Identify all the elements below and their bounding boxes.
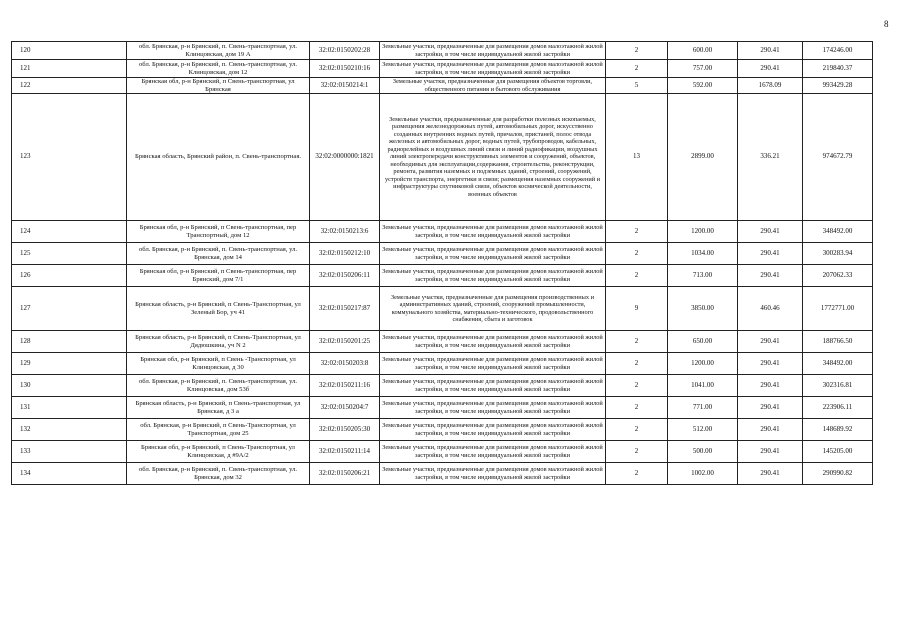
table-row	[12, 42, 873, 60]
specific-value-cell: 290.41	[738, 265, 803, 287]
row-index-cell: 129	[12, 353, 127, 375]
address-cell: Брянская обл, р-н Брянский, п Свень-транспортная, ул Брянская	[127, 78, 310, 94]
table-row	[12, 397, 873, 419]
table-body	[12, 42, 873, 485]
row-index-cell: 123	[12, 94, 127, 221]
land-use-cell: Земельные участки, предназначенные для размещения домов малоэтажной жилой застройки, в том числе индивидуальной жилой застройки	[380, 221, 606, 243]
land-use-cell: Земельные участки, предназначенные для разработки полезных ископаемых, размещения железнодорожных путей, автомобильных дорог, искусственно созданных внутренних водных путей, причалов, пристаней, полос отвода железных и автомобильных дорог, водных путей, трубопроводов, кабельных, радиорелейных и воздушных линий связи и линий радиофикации, воздушных линий электропередачи конструктивных элементов и сооружений, объектов, необходимых для эксплуатации,содержания, строительства, реконструкции, ремонта, развития наземных и подземных зданий, строений, сооружений, устройств транспорта, энергетики и связи; размещения наземных сооружений и инфраструктуры спутниковой связи, объектов космической деятельности, военных объектов	[380, 94, 606, 221]
row-index-cell: 125	[12, 243, 127, 265]
use-code-cell: 2	[606, 42, 668, 60]
land-use-cell: Земельные участки, предназначенные для размещения производственных и административных зданий, строений, сооружений промышленности, коммунального хозяйства, материально-технического, продовольственного снабжения, сбыта и заготовок	[380, 287, 606, 331]
land-use-cell: Земельные участки, предназначенные для размещения объектов торговли, общественного питания и бытового обслуживания	[380, 78, 606, 94]
use-code-cell: 2	[606, 463, 668, 485]
cadastral-value-cell: 302316.81	[803, 375, 873, 397]
row-index-cell: 122	[12, 78, 127, 94]
cadastral-value-cell: 993429.28	[803, 78, 873, 94]
cadastral-number-cell: 32:02:0150214:1	[310, 78, 380, 94]
area-cell: 600.00	[668, 42, 738, 60]
cadastral-value-cell: 174246.00	[803, 42, 873, 60]
address-cell: обл. Брянская, р-н Брянский, п. Свень-транспортная, ул. Клинцовская, дом 19 А	[127, 42, 310, 60]
cadastral-value-cell: 290990.82	[803, 463, 873, 485]
table-row	[12, 94, 873, 221]
address-cell: Брянская обл, р-н Брянский, п Свень-Транспортная, ул Клинцовская, д #9А/2	[127, 441, 310, 463]
land-use-cell: Земельные участки, предназначенные для размещения домов малоэтажной жилой застройки, в том числе индивидуальной жилой застройки	[380, 441, 606, 463]
land-use-cell: Земельные участки, предназначенные для размещения домов малоэтажной жилой застройки, в том числе индивидуальной жилой застройки	[380, 331, 606, 353]
address-cell: Брянская обл, р-н Брянский, п Свень -Транспортная, ул Клинцовская, д 30	[127, 353, 310, 375]
table-row	[12, 331, 873, 353]
cadastral-value-cell: 207062.33	[803, 265, 873, 287]
table-row	[12, 463, 873, 485]
cadastral-value-cell: 148689.92	[803, 419, 873, 441]
row-index-cell: 131	[12, 397, 127, 419]
row-index-cell: 133	[12, 441, 127, 463]
use-code-cell: 2	[606, 441, 668, 463]
use-code-cell: 2	[606, 397, 668, 419]
specific-value-cell: 290.41	[738, 419, 803, 441]
row-index-cell: 120	[12, 42, 127, 60]
land-use-cell: Земельные участки, предназначенные для размещения домов малоэтажной жилой застройки, в том числе индивидуальной жилой застройки	[380, 42, 606, 60]
area-cell: 1200.00	[668, 353, 738, 375]
area-cell: 2899.00	[668, 94, 738, 221]
address-cell: Брянская область, р-н Брянский, п Свень-транспортная, ул Брянская, д 3 а	[127, 397, 310, 419]
use-code-cell: 2	[606, 353, 668, 375]
land-use-cell: Земельные участки, предназначенные для размещения домов малоэтажной жилой застройки, в том числе индивидуальной жилой застройки	[380, 60, 606, 78]
specific-value-cell: 290.41	[738, 243, 803, 265]
specific-value-cell: 460.46	[738, 287, 803, 331]
cadastral-number-cell: 32:02:0150203:8	[310, 353, 380, 375]
cadastral-number-cell: 32:02:0150206:11	[310, 265, 380, 287]
area-cell: 500.00	[668, 441, 738, 463]
use-code-cell: 2	[606, 243, 668, 265]
address-cell: обл. Брянская, р-н Брянский, п. Свень-транспортная, ул. Клинцовская, дом 12	[127, 60, 310, 78]
cadastral-number-cell: 32:02:0150212:10	[310, 243, 380, 265]
specific-value-cell: 290.41	[738, 463, 803, 485]
use-code-cell: 9	[606, 287, 668, 331]
specific-value-cell: 290.41	[738, 441, 803, 463]
row-index-cell: 128	[12, 331, 127, 353]
table-row	[12, 441, 873, 463]
specific-value-cell: 290.41	[738, 42, 803, 60]
address-cell: обл. Брянская, р-н Брянский, п Свень-Транспортная, ул Транспортная, дом 25	[127, 419, 310, 441]
cadastral-value-cell: 1772771.00	[803, 287, 873, 331]
area-cell: 3850.00	[668, 287, 738, 331]
table-row	[12, 60, 873, 78]
land-use-cell: Земельные участки, предназначенные для размещения домов малоэтажной жилой застройки, в том числе индивидуальной жилой застройки	[380, 397, 606, 419]
row-index-cell: 121	[12, 60, 127, 78]
cadastral-number-cell: 32:02:0150204:7	[310, 397, 380, 419]
table-row	[12, 287, 873, 331]
cadastral-value-cell: 300283.94	[803, 243, 873, 265]
cadastral-value-cell: 223906.11	[803, 397, 873, 419]
area-cell: 1002.00	[668, 463, 738, 485]
table-row	[12, 243, 873, 265]
cadastral-value-cell: 188766.50	[803, 331, 873, 353]
land-use-cell: Земельные участки, предназначенные для размещения домов малоэтажной жилой застройки, в том числе индивидуальной жилой застройки	[380, 353, 606, 375]
page-number: 8	[884, 19, 889, 29]
area-cell: 713.00	[668, 265, 738, 287]
cadastral-number-cell: 32:02:0150201:25	[310, 331, 380, 353]
specific-value-cell: 290.41	[738, 375, 803, 397]
address-cell: Брянская область, р-н Брянский, п Свень-Транспортная, ул Зеленый Бор, уч 41	[127, 287, 310, 331]
table-row	[12, 78, 873, 94]
cadastral-number-cell: 32:02:0150217:87	[310, 287, 380, 331]
use-code-cell: 13	[606, 94, 668, 221]
area-cell: 771.00	[668, 397, 738, 419]
cadastral-value-cell: 348492.00	[803, 353, 873, 375]
address-cell: Брянская область, Брянский район, п. Свень-транспортная.	[127, 94, 310, 221]
specific-value-cell: 290.41	[738, 60, 803, 78]
area-cell: 650.00	[668, 331, 738, 353]
cadastral-number-cell: 32:02:0150211:14	[310, 441, 380, 463]
use-code-cell: 2	[606, 265, 668, 287]
use-code-cell: 2	[606, 221, 668, 243]
address-cell: Брянская обл, р-н Брянский, п Свень-транспортная, пер Брянский, дом 7/1	[127, 265, 310, 287]
cadastral-number-cell: 32:02:0150210:16	[310, 60, 380, 78]
area-cell: 1034.00	[668, 243, 738, 265]
address-cell: обл. Брянская, р-н Брянский, п. Свень-транспортная, ул. Брянская, дом 14	[127, 243, 310, 265]
use-code-cell: 2	[606, 60, 668, 78]
use-code-cell: 2	[606, 331, 668, 353]
table-row	[12, 375, 873, 397]
land-use-cell: Земельные участки, предназначенные для размещения домов малоэтажной жилой застройки, в том числе индивидуальной жилой застройки	[380, 375, 606, 397]
cadastral-number-cell: 32:02:0000000:1821	[310, 94, 380, 221]
row-index-cell: 124	[12, 221, 127, 243]
table-row	[12, 353, 873, 375]
row-index-cell: 126	[12, 265, 127, 287]
land-use-cell: Земельные участки, предназначенные для размещения домов малоэтажной жилой застройки, в том числе индивидуальной жилой застройки	[380, 419, 606, 441]
use-code-cell: 5	[606, 78, 668, 94]
land-use-cell: Земельные участки, предназначенные для размещения домов малоэтажной жилой застройки, в том числе индивидуальной жилой застройки	[380, 463, 606, 485]
specific-value-cell: 290.41	[738, 331, 803, 353]
area-cell: 1041.00	[668, 375, 738, 397]
cadastral-number-cell: 32:02:0150205:30	[310, 419, 380, 441]
cadastral-value-cell: 974672.79	[803, 94, 873, 221]
cadastral-value-cell: 348492.00	[803, 221, 873, 243]
land-use-cell: Земельные участки, предназначенные для размещения домов малоэтажной жилой застройки, в том числе индивидуальной жилой застройки	[380, 243, 606, 265]
address-cell: обл. Брянская, р-н Брянский, п. Свень-транспортная, ул. Клинцовская, дом 53б	[127, 375, 310, 397]
table-row	[12, 265, 873, 287]
specific-value-cell: 290.41	[738, 397, 803, 419]
row-index-cell: 134	[12, 463, 127, 485]
address-cell: Брянская обл, р-н Брянский, п Свень-транспортная, пер Транспортный, дом 12	[127, 221, 310, 243]
area-cell: 757.00	[668, 60, 738, 78]
use-code-cell: 2	[606, 375, 668, 397]
cadastral-number-cell: 32:02:0150213:6	[310, 221, 380, 243]
specific-value-cell: 336.21	[738, 94, 803, 221]
table-row	[12, 221, 873, 243]
address-cell: обл. Брянская, р-н Брянский, п. Свень-транспортная, ул. Брянская, дом 32	[127, 463, 310, 485]
cadastral-number-cell: 32:02:0150206:21	[310, 463, 380, 485]
cadastral-value-cell: 145205.00	[803, 441, 873, 463]
area-cell: 592.00	[668, 78, 738, 94]
land-plots-table	[11, 41, 873, 485]
cadastral-number-cell: 32:02:0150211:16	[310, 375, 380, 397]
specific-value-cell: 290.41	[738, 353, 803, 375]
row-index-cell: 130	[12, 375, 127, 397]
cadastral-number-cell: 32:02:0150202:28	[310, 42, 380, 60]
cadastral-value-cell: 219840.37	[803, 60, 873, 78]
area-cell: 512.00	[668, 419, 738, 441]
use-code-cell: 2	[606, 419, 668, 441]
area-cell: 1200.00	[668, 221, 738, 243]
table-row	[12, 419, 873, 441]
address-cell: Брянская область, р-н Брянский, п Свень-Транспортная, ул Дядюшкина, уч N 2	[127, 331, 310, 353]
land-use-cell: Земельные участки, предназначенные для размещения домов малоэтажной жилой застройки, в том числе индивидуальной жилой застройки	[380, 265, 606, 287]
specific-value-cell: 290.41	[738, 221, 803, 243]
row-index-cell: 132	[12, 419, 127, 441]
specific-value-cell: 1678.09	[738, 78, 803, 94]
row-index-cell: 127	[12, 287, 127, 331]
